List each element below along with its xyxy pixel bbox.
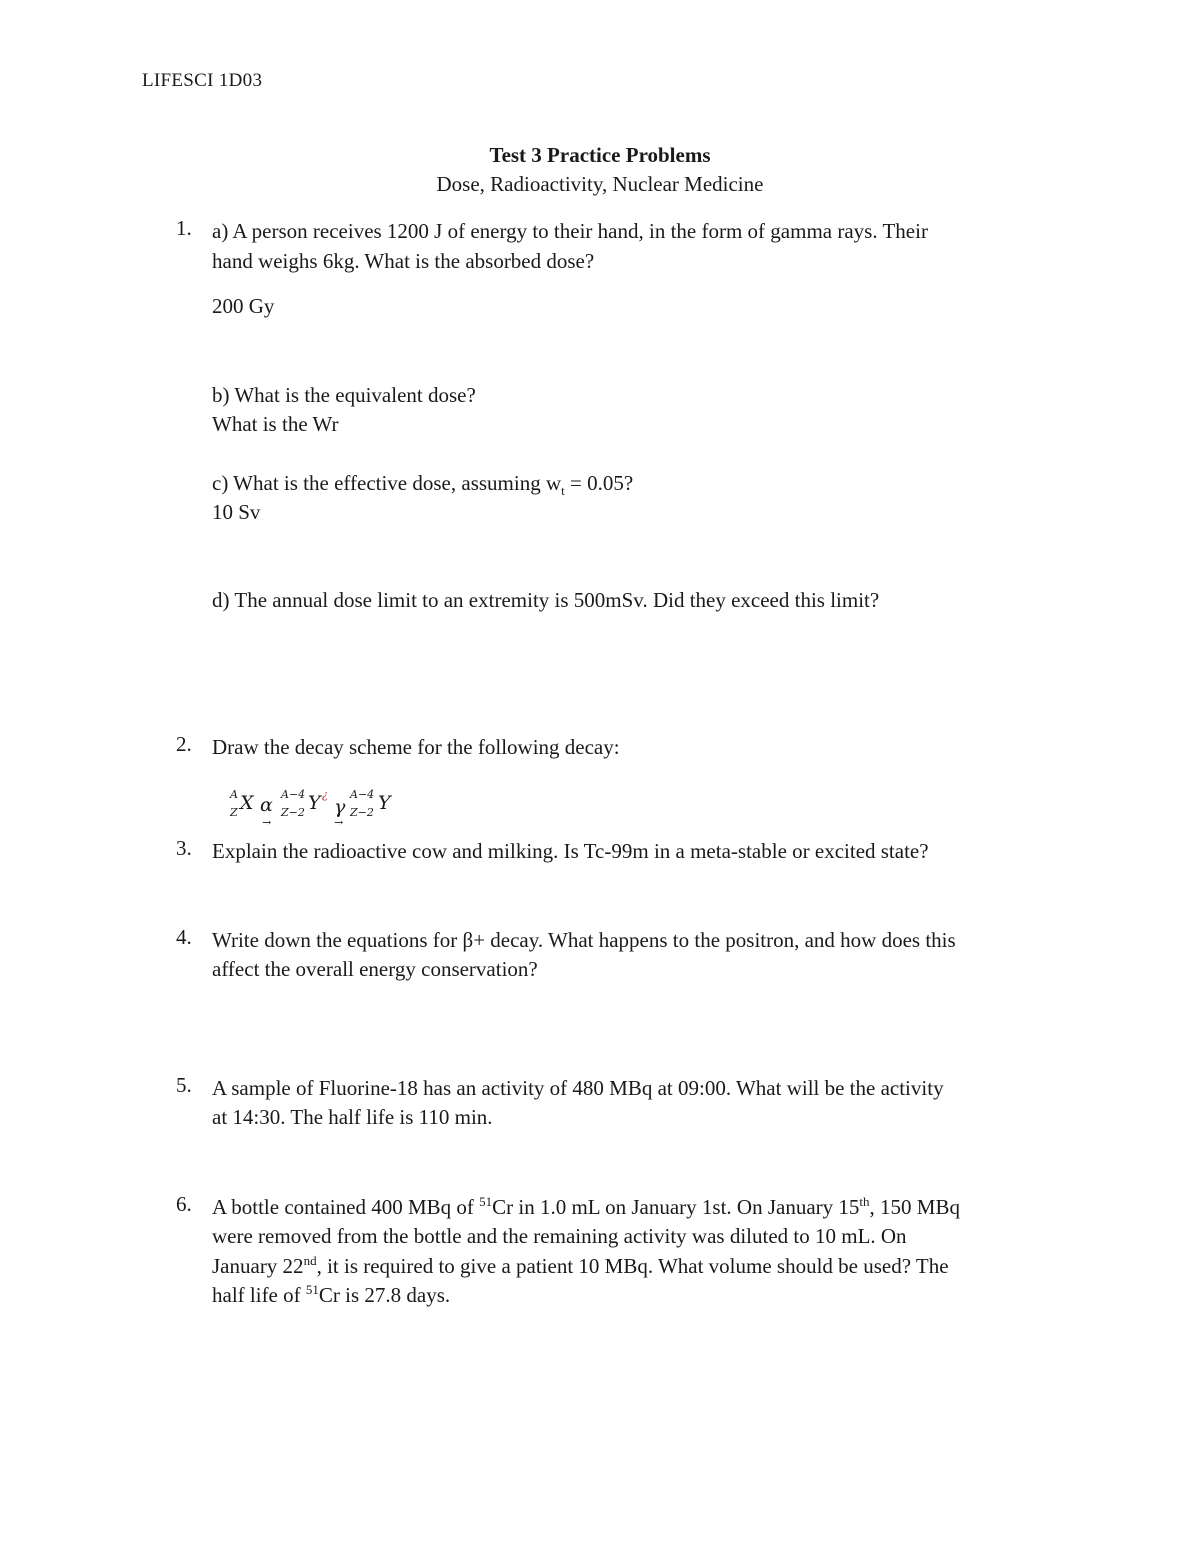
eq-atomic-number-daughter-2: Z−2 bbox=[350, 806, 374, 819]
question-1c-line bbox=[212, 468, 633, 498]
question-1c-answer: 10 Sv bbox=[212, 500, 261, 524]
eq-atomic-number: Z bbox=[230, 806, 238, 819]
weighting-subscript: t bbox=[561, 483, 565, 499]
question-6-text-c: , 150 MBq bbox=[869, 1195, 960, 1219]
decay-equation bbox=[226, 788, 426, 832]
question-1a-line-2: hand weighs 6kg. What is the absorbed dose? bbox=[212, 249, 595, 273]
question-6-text-e: , it is required to give a patient 10 MBq. What volume should be used? The bbox=[316, 1254, 949, 1278]
question-5-line-2: at 14:30. The half life is 110 min. bbox=[212, 1105, 493, 1129]
question-1b-line-1: b) What is the equivalent dose? bbox=[212, 383, 476, 407]
eq-gamma-symbol: γ bbox=[334, 796, 346, 818]
question-6-line-1 bbox=[212, 1192, 960, 1222]
eq-arrow-2: → bbox=[334, 816, 344, 829]
question-5-number: 5. bbox=[176, 1073, 192, 1097]
question-1c-value: = 0.05? bbox=[564, 471, 634, 495]
question-6-line-4 bbox=[212, 1280, 450, 1310]
question-1c-text: c) What is the effective dose, assuming w bbox=[212, 471, 562, 495]
question-1d-line: d) The annual dose limit to an extremity is 500mSv. Did they exceed this limit? bbox=[212, 588, 880, 612]
eq-daughter-nucleus-1: Y bbox=[308, 792, 321, 814]
course-code: LIFESCI 1D03 bbox=[142, 70, 263, 91]
question-6-text-f: half life of bbox=[212, 1283, 306, 1307]
eq-mass-number-daughter-1: A−4 bbox=[281, 788, 306, 801]
question-6-text-g: Cr is 27.8 days. bbox=[318, 1283, 451, 1307]
chromium-mass-superscript: 51 bbox=[479, 1194, 493, 1209]
question-3-text: Explain the radioactive cow and milking. Is Tc-99m in a meta-stable or excited state? bbox=[212, 839, 929, 863]
question-3-number: 3. bbox=[176, 836, 192, 860]
eq-parent-nucleus: X bbox=[240, 792, 254, 814]
eq-alpha-symbol: α bbox=[260, 794, 273, 816]
question-2-number: 2. bbox=[176, 732, 192, 756]
eq-atomic-number-daughter-1: Z−2 bbox=[281, 806, 305, 819]
chromium-mass-superscript-2: 51 bbox=[305, 1282, 319, 1297]
eq-daughter-nucleus-2: Y bbox=[378, 792, 391, 814]
question-6-number: 6. bbox=[176, 1192, 192, 1216]
question-6-text-a: A bottle contained 400 MBq of bbox=[212, 1195, 480, 1219]
question-4-number: 4. bbox=[176, 925, 192, 949]
eq-mass-number-daughter-2: A−4 bbox=[350, 788, 375, 801]
question-6-text-d: January 22 bbox=[212, 1254, 304, 1278]
page-subtitle: Dose, Radioactivity, Nuclear Medicine bbox=[436, 172, 764, 196]
question-5-line-1: A sample of Fluorine-18 has an activity of 480 MBq at 09:00. What will be the activity bbox=[212, 1076, 944, 1100]
ordinal-nd-superscript: nd bbox=[303, 1253, 317, 1268]
eq-mass-number: A bbox=[230, 788, 238, 801]
question-6-line-2: were removed from the bottle and the remaining activity was diluted to 10 mL. On bbox=[212, 1224, 907, 1248]
question-2-text: Draw the decay scheme for the following decay: bbox=[212, 735, 620, 759]
question-1b-line-2: What is the Wr bbox=[212, 412, 339, 436]
page-title: Test 3 Practice Problems bbox=[489, 143, 711, 167]
question-6-line-3 bbox=[212, 1251, 949, 1281]
eq-excited-mark: ¿ bbox=[322, 788, 328, 801]
question-1a-line-1: a) A person receives 1200 J of energy to their hand, in the form of gamma rays. Their bbox=[212, 219, 928, 243]
question-1a-answer: 200 Gy bbox=[212, 294, 275, 318]
ordinal-th-superscript: th bbox=[859, 1194, 870, 1209]
question-4-line-2: affect the overall energy conservation? bbox=[212, 957, 538, 981]
eq-arrow-1: → bbox=[262, 816, 272, 829]
question-6-text-b: Cr in 1.0 mL on January 1st. On January 15 bbox=[492, 1195, 860, 1219]
question-1-number: 1. bbox=[176, 216, 192, 240]
question-4-line-1: Write down the equations for β+ decay. What happens to the positron, and how does this bbox=[212, 928, 956, 952]
